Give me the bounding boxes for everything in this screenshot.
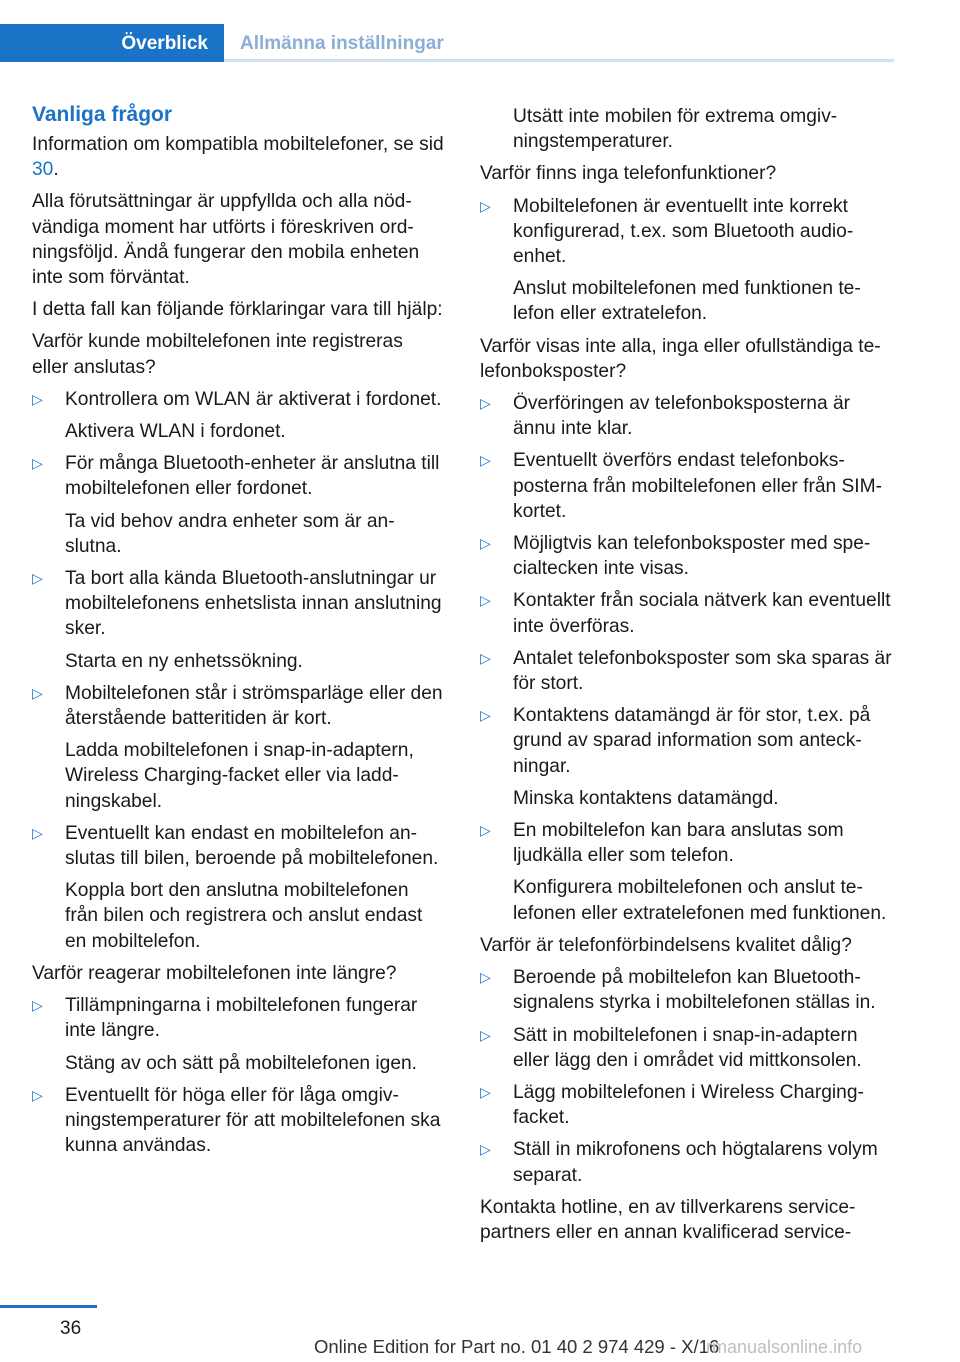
triangle-bullet-icon: ▷ xyxy=(32,997,43,1014)
list-item-action: Ta vid behov andra enheter som är anslutna. xyxy=(65,510,395,557)
triangle-bullet-icon: ▷ xyxy=(32,570,43,587)
triangle-bullet-icon: ▷ xyxy=(480,1026,491,1043)
list-item xyxy=(32,821,444,954)
question-no-response: Varför reagerar mobiltelefonen inte längre? xyxy=(32,962,397,984)
triangle-bullet-icon: ▷ xyxy=(480,649,491,666)
list-item-text: Eventuellt överförs endast telefonboksposterna från mobiltelefonen eller från SIM-kortet. xyxy=(513,450,883,522)
edition-text: Online Edition for Part no. 01 40 2 974 429 - X/16 xyxy=(314,1336,720,1357)
list-item xyxy=(480,448,892,524)
triangle-bullet-icon: ▷ xyxy=(480,969,491,986)
list-item-action: Minska kontaktens datamängd. xyxy=(513,787,779,809)
triangle-bullet-icon: ▷ xyxy=(480,822,491,839)
list-item-text: Sätt in mobiltelefonen i snap-in-adaptern eller lägg den i området vid mittkonsolen. xyxy=(513,1024,862,1071)
triangle-bullet-icon: ▷ xyxy=(480,197,491,214)
closing-paragraph: Kontakta hotline, en av tillverkarens servicepartners eller en annan kvalificerad service- xyxy=(480,1196,856,1243)
list-item-action: Stäng av och sätt på mobiltelefonen igen. xyxy=(65,1052,418,1074)
triangle-bullet-icon: ▷ xyxy=(480,535,491,552)
list-item xyxy=(480,391,892,441)
tab-underline xyxy=(224,59,894,62)
intro-text: Information om kompatibla mobiltelefoner, se sid xyxy=(32,134,444,155)
question-no-phone-functions: Varför finns inga telefonfunktioner? xyxy=(480,163,777,185)
triangle-bullet-icon: ▷ xyxy=(480,592,491,609)
triangle-bullet-icon: ▷ xyxy=(480,452,491,469)
footer-rule xyxy=(0,1305,97,1308)
list-item xyxy=(480,1137,892,1187)
list-item-text: Kontrollera om WLAN är aktiverat i fordonet. xyxy=(65,388,442,410)
page-number: 36 xyxy=(60,1318,82,1339)
list-item-action: Koppla bort den anslutna mobiltelefonen från bilen och registrera och anslut endast en mobiltelefon. xyxy=(65,880,423,952)
list-item-text: Mobiltelefonen står i strömsparläge eller den återstående batteritiden är kort. xyxy=(65,682,443,730)
list-item-text: Eventuellt för höga eller för låga omgivningstemperaturer för att mobiltelefonen ska kunna användas. xyxy=(65,1084,441,1157)
continued-item-text: Utsätt inte mobilen för extrema omgivningstemperaturer. xyxy=(513,106,838,153)
triangle-bullet-icon: ▷ xyxy=(480,1141,491,1158)
question-call-quality: Varför är telefonförbindelsens kvalitet dålig? xyxy=(480,934,852,956)
triangle-bullet-icon: ▷ xyxy=(32,455,43,472)
list-item xyxy=(32,1083,444,1159)
list-item xyxy=(480,646,892,696)
list-no-response xyxy=(32,993,444,1158)
triangle-bullet-icon: ▷ xyxy=(32,824,43,841)
intro-paragraph xyxy=(32,132,444,182)
right-column xyxy=(480,104,892,1252)
list-item-action: Aktivera WLAN i fordonet. xyxy=(65,421,286,443)
list-item xyxy=(32,566,444,674)
list-item xyxy=(32,451,444,559)
triangle-bullet-icon: ▷ xyxy=(32,684,43,701)
list-item xyxy=(480,194,892,327)
paragraph-help: I detta fall kan följande förklaringar vara till hjälp: xyxy=(32,299,443,321)
tab-general-settings[interactable]: Allmänna inställningar xyxy=(240,33,444,54)
page-link[interactable]: 30 xyxy=(32,159,54,181)
list-item-text: Möjligtvis kan telefonboksposter med specialtecken inte visas. xyxy=(513,533,871,580)
list-item-text: Lägg mobiltelefonen i Wireless Charging-facket. xyxy=(513,1081,864,1129)
left-column xyxy=(32,100,444,1165)
list-item-text: Mobiltelefonen är eventuellt inte korrekt konfigurerad, t.ex. som Bluetooth audio-enhet. xyxy=(513,195,854,268)
list-item xyxy=(480,1080,892,1130)
list-item-action: Starta en ny enhetssökning. xyxy=(65,650,303,672)
list-item xyxy=(480,531,892,581)
list-item xyxy=(480,588,892,638)
section-heading: Vanliga frågor xyxy=(32,103,173,126)
list-item-text: Eventuellt kan endast en mobiltelefon anslutas till bilen, beroende på mobiltelefonen. xyxy=(65,822,439,870)
list-item xyxy=(32,387,444,444)
list-item-text: Ställ in mikrofonens och högtalarens volym separat. xyxy=(513,1139,878,1186)
triangle-bullet-icon: ▷ xyxy=(480,395,491,412)
list-item-text: Beroende på mobiltelefon kan Bluetooth-signalens styrka i mobiltelefonen ställas in. xyxy=(513,967,876,1014)
list-item xyxy=(32,681,444,814)
list-call-quality xyxy=(480,965,892,1188)
intro-end: . xyxy=(53,159,59,181)
list-no-phone-functions xyxy=(480,194,892,327)
tab-overview-label: Överblick xyxy=(121,33,208,54)
list-item-action: Ladda mobiltelefonen i snap-in-adaptern, Wireless Charging-facket eller via laddningskabel. xyxy=(65,740,414,812)
watermark: rmanualsonline.info xyxy=(706,1337,863,1357)
header-tabs xyxy=(0,24,894,62)
list-item-text: Ta bort alla kända Bluetooth-anslutningar ur mobiltelefonens enhetslista innan anslutning sker. xyxy=(65,568,442,640)
list-item-action: Anslut mobiltelefonen med funktionen telefon eller extratelefon. xyxy=(513,278,861,325)
triangle-bullet-icon: ▷ xyxy=(480,1083,491,1100)
list-item xyxy=(480,965,892,1015)
list-item xyxy=(32,993,444,1076)
triangle-bullet-icon: ▷ xyxy=(32,1086,43,1103)
triangle-bullet-icon: ▷ xyxy=(480,707,491,724)
list-item-text: Tillämpningarna i mobiltelefonen fungerar inte längre. xyxy=(65,995,418,1042)
list-item-text: Överföringen av telefonboksposterna är ännu inte klar. xyxy=(513,393,851,440)
list-item-action: Konfigurera mobiltelefonen och anslut telefonen eller extratelefonen med funktionen. xyxy=(513,877,887,924)
list-item-text: En mobiltelefon kan bara anslutas som ljudkälla eller som telefon. xyxy=(513,820,844,867)
list-item-text: För många Bluetooth-enheter är anslutna till mobiltelefonen eller fordonet. xyxy=(65,453,440,500)
list-item-text: Antalet telefonboksposter som ska sparas är för stort. xyxy=(513,647,892,695)
question-phonebook: Varför visas inte alla, inga eller ofullständiga telefonboksposter? xyxy=(480,335,881,382)
list-item-text: Kontaktens datamängd är för stor, t.ex. på grund av sparad information som anteckningar. xyxy=(513,705,871,777)
list-item xyxy=(480,1023,892,1073)
list-item xyxy=(480,703,892,811)
paragraph-preconditions: Alla förutsättningar är uppfyllda och alla nödvändiga moment har utförts i föreskriven ordningsföljd. Ändå fungerar den mobila enheten inte som förväntat. xyxy=(32,191,420,289)
list-phonebook xyxy=(480,391,892,926)
list-item-text: Kontakter från sociala nätverk kan eventuellt inte överföras. xyxy=(513,590,891,637)
triangle-bullet-icon: ▷ xyxy=(32,390,43,407)
list-registration xyxy=(32,387,444,954)
list-item xyxy=(480,818,892,926)
question-registration: Varför kunde mobiltelefonen inte registreras eller anslutas? xyxy=(32,331,403,378)
tab-overview[interactable] xyxy=(0,24,224,62)
